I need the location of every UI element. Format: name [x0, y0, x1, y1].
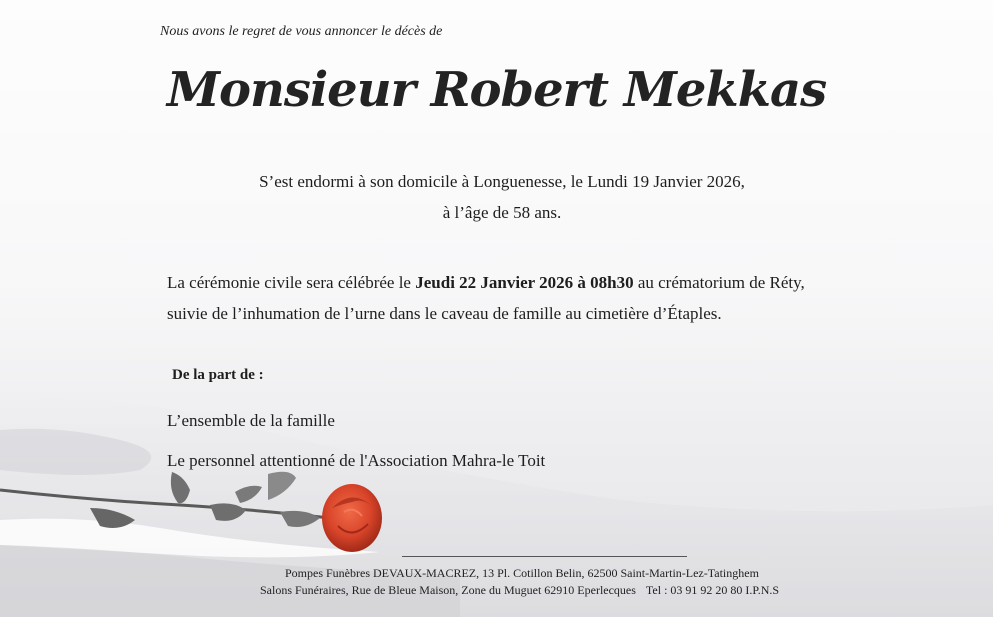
ceremony-line-1	[167, 273, 805, 293]
ceremony-text-after: au crématorium de Réty,	[633, 273, 805, 292]
footer-line-1: Pompes Funèbres DEVAUX-MACREZ, 13 Pl. Cotillon Belin, 62500 Saint-Martin-Lez-Tatinghem	[285, 566, 759, 580]
footer-address: Salons Funéraires, Rue de Bleue Maison, Zone du Muguet 62910 Eperlecques	[260, 583, 636, 597]
footer-phone: Tel : 03 91 92 20 80 I.P.N.S	[645, 583, 780, 597]
from-association: Le personnel attentionné de l'Association Mahra-le Toit	[167, 451, 546, 470]
footer-divider	[402, 556, 687, 557]
death-line-2: à l’âge de 58 ans.	[442, 203, 562, 222]
ceremony-date: Jeudi 22 Janvier 2026 à 08h30	[415, 273, 634, 292]
death-line-1: S’est endormi à son domicile à Longuenesse, le Lundi 19 Janvier 2026,	[259, 172, 745, 191]
from-heading: De la part de :	[172, 367, 264, 383]
from-family: L’ensemble de la famille	[167, 411, 335, 430]
intro-text: Nous avons le regret de vous annoncer le décès de	[160, 24, 443, 39]
ceremony-line-2: suivie de l’inhumation de l’urne dans le caveau de famille au cimetière d’Étaples.	[167, 304, 722, 323]
footer-line-2	[260, 583, 779, 598]
deceased-name: Monsieur Robert Mekkas	[166, 62, 827, 118]
ceremony-text-before: La cérémonie civile sera célébrée le	[167, 273, 416, 292]
